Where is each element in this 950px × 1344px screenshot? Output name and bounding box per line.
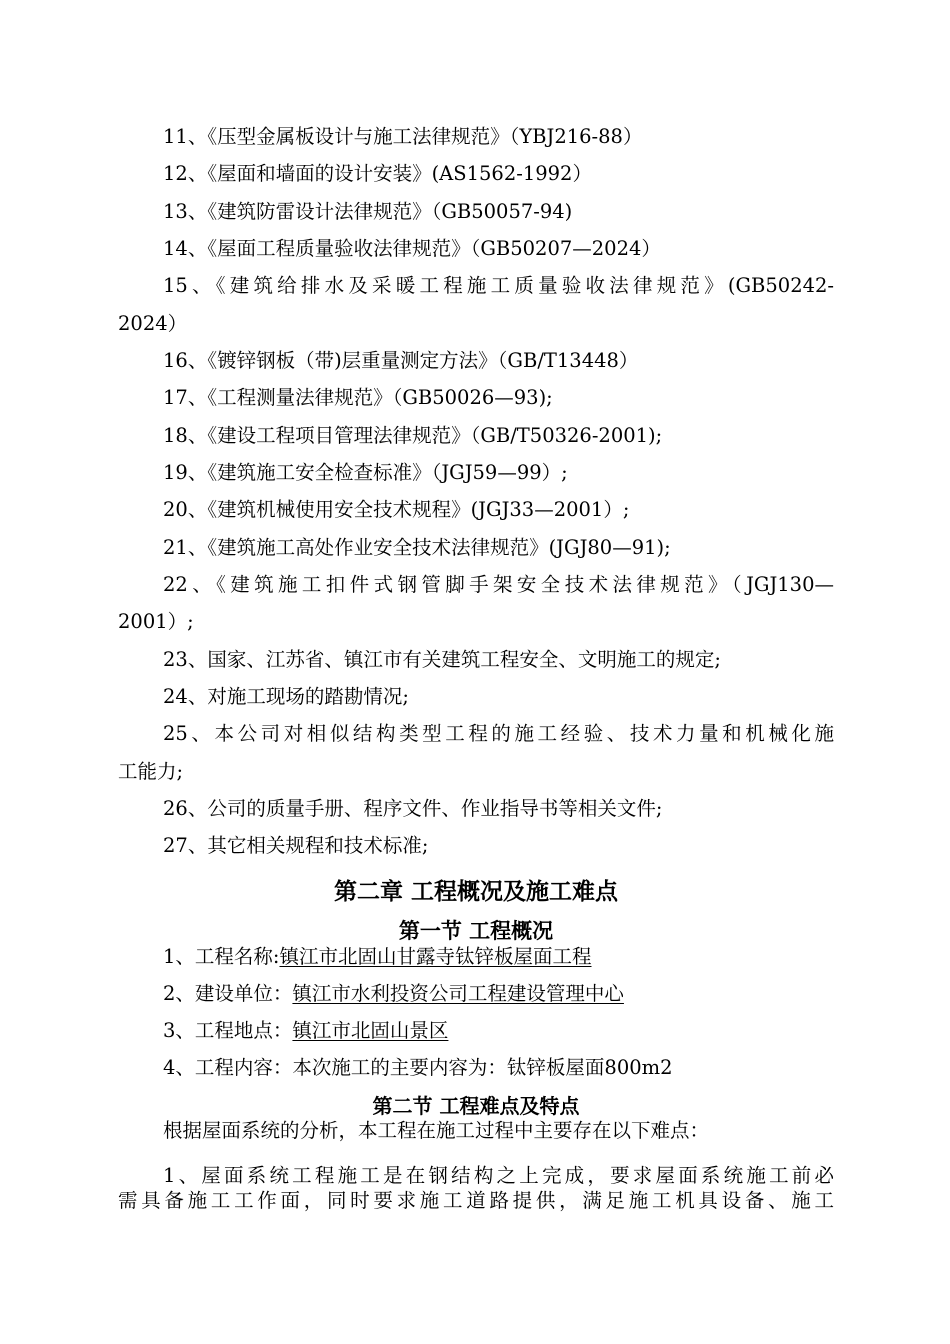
- reference-item: 22、《建筑施工扣件式钢管脚手架安全技术法律规范》（JGJ130—: [163, 573, 834, 596]
- field-label: 2、建设单位：: [163, 982, 293, 1005]
- field-label: 4、工程内容：: [163, 1056, 293, 1079]
- scope-value: 本次施工的主要内容为：钛锌板屋面800m2: [292, 1056, 673, 1079]
- reference-item: 26、公司的质量手册、程序文件、作业指导书等相关文件;: [163, 797, 663, 820]
- field-label: 3、工程地点：: [163, 1019, 293, 1042]
- location-value: 镇江市北固山景区: [292, 1019, 449, 1042]
- scope-line: [118, 1055, 834, 1081]
- chapter-title: 第二章 工程概况及施工难点: [333, 878, 618, 905]
- section-intro: 根据屋面系统的分析，本工程在施工过程中主要存在以下难点：: [163, 1119, 710, 1142]
- section-title: 第二节 工程难点及特点: [372, 1094, 580, 1118]
- reference-item: 11、《压型金属板设计与施工法律规范》（YBJ216-88）: [163, 125, 643, 148]
- reference-item: 18、《建设工程项目管理法律规范》（GB/T50326-2001);: [163, 424, 663, 447]
- reference-item: 27、其它相关规程和技术标准;: [163, 834, 429, 857]
- client-value: 镇江市水利投资公司工程建设管理中心: [292, 982, 624, 1005]
- paragraph-line: 需具备施工工作面，同时要求施工道路提供，满足施工机具设备、施工: [118, 1189, 834, 1212]
- client-line: [118, 981, 834, 1007]
- reference-item: 17、《工程测量法律规范》（GB50026—93);: [163, 386, 553, 409]
- reference-item: 19、《建筑施工安全检查标准》（JGJ59—99）;: [163, 461, 568, 484]
- reference-item: 14、《屋面工程质量验收法律规范》（GB50207—2024）: [163, 237, 661, 260]
- section-title: 第一节 工程概况: [398, 918, 554, 943]
- reference-item: 23、国家、江苏省、镇江市有关建筑工程安全、文明施工的规定;: [163, 648, 721, 671]
- field-label: 1、工程名称:: [163, 945, 280, 968]
- reference-item: 24、对施工现场的踏勘情况;: [163, 685, 409, 708]
- reference-item-continued: 工能力;: [118, 760, 184, 783]
- reference-item: 15、《建筑给排水及采暖工程施工质量验收法律规范》(GB50242-: [163, 274, 834, 297]
- reference-item: 16、《镀锌钢板（带)层重量测定方法》（GB/T13448）: [163, 349, 639, 372]
- project-name-value: 镇江市北固山甘露寺钛锌板屋面工程: [279, 945, 592, 968]
- reference-item: 21、《建筑施工高处作业安全技术法律规范》(JGJ80—91);: [163, 536, 671, 559]
- reference-item: 13、《建筑防雷设计法律规范》（GB50057-94): [163, 200, 573, 223]
- reference-item: 25、本公司对相似结构类型工程的施工经验、技术力量和机械化施: [163, 722, 834, 745]
- reference-item: 12、《屋面和墙面的设计安装》(AS1562-1992）: [163, 162, 592, 185]
- location-line: [118, 1018, 834, 1044]
- reference-item-continued: 2024）: [118, 312, 188, 335]
- paragraph-line: 1、屋面系统工程施工是在钢结构之上完成，要求屋面系统施工前必: [163, 1164, 834, 1187]
- reference-item-continued: 2001）;: [118, 610, 194, 633]
- reference-item: 20、《建筑机械使用安全技术规程》(JGJ33—2001）;: [163, 498, 630, 521]
- project-name-line: [118, 944, 834, 970]
